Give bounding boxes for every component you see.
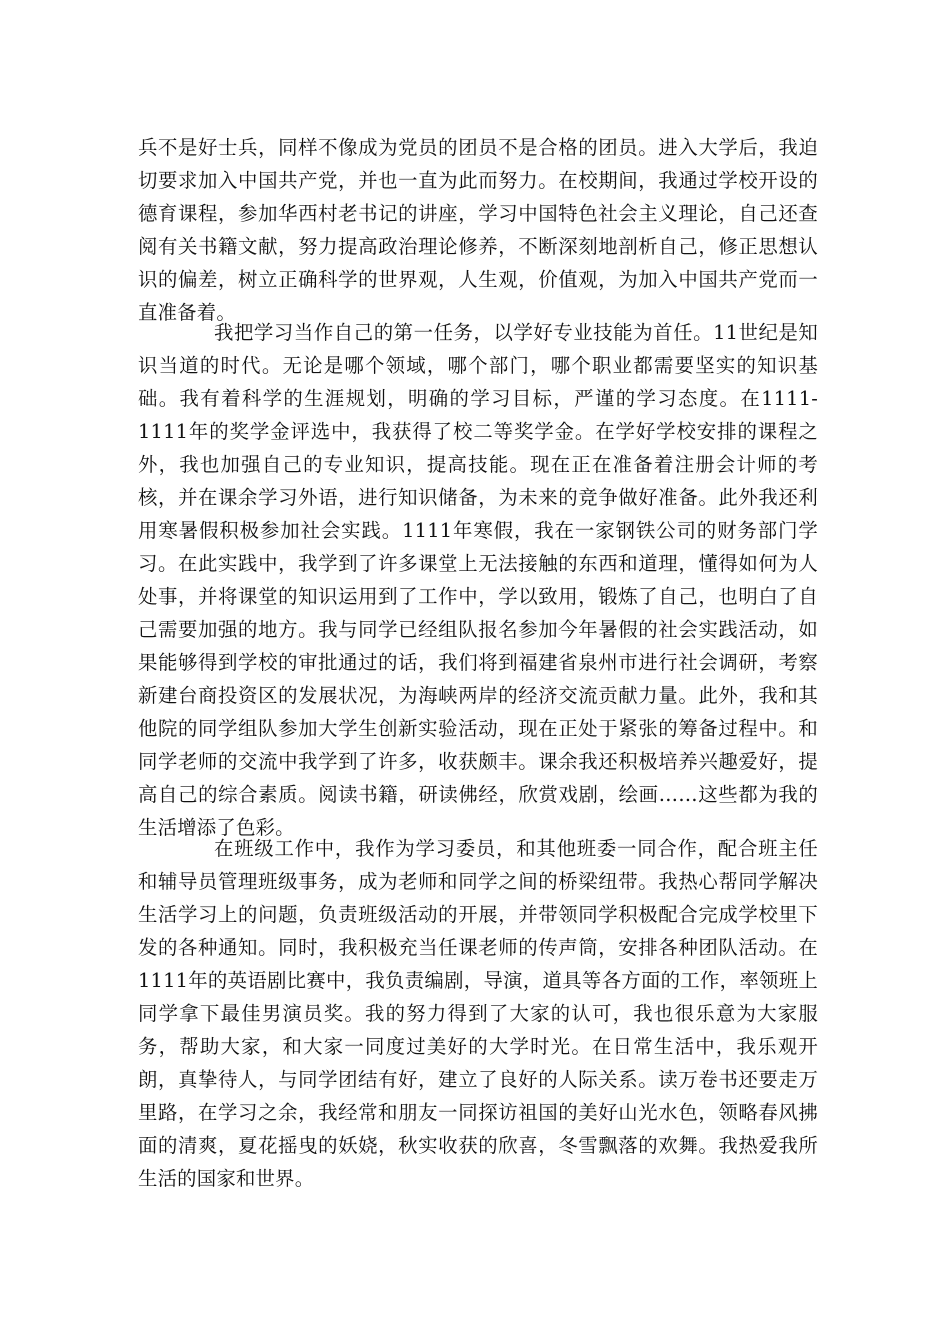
- paragraph-class-work: [138, 832, 818, 1195]
- paragraph-text: 兵不是好士兵，同样不像成为党员的团员不是合格的团员。进入大学后，我迫切要求加入中国共产党，并也一直为此而努力。在校期间，我通过学校开设的德育课程，参加华西村老书记的讲座，学习中国特色社会主义理论，自己还查阅有关书籍文献，努力提高政治理论修养，不断深刻地剖析自己，修正思想认识的偏差，树立正确科学的世界观，人生观，价值观，为加入中国共产党而一直准备着。: [138, 136, 818, 324]
- paragraph-party-membership: [138, 131, 818, 329]
- paragraph-text: 我把学习当作自己的第一任务，以学好专业技能为首任。11世纪是知识当道的时代。无论是哪个领域，哪个部门，哪个职业都需要坚实的知识基础。我有着科学的生涯规划，明确的学习目标，严谨的学习态度。在1111-1111年的奖学金评选中，我获得了校二等奖学金。在学好学校安排的课程之外，我也加强自己的专业知识，提高技能。现在正在准备着注册会计师的考核，并在课余学习外语，进行知识储备，为未来的竞争做好准备。此外我还利用寒暑假积极参加社会实践。1111年寒假，我在一家钢铁公司的财务部门学习。在此实践中，我学到了许多课堂上无法接触的东西和道理，懂得如何为人处事，并将课堂的知识运用到了工作中，学以致用，锻炼了自己，也明白了自己需要加强的地方。我与同学已经组队报名参加今年暑假的社会实践活动，如果能够得到学校的审批通过的话，我们将到福建省泉州市进行社会调研，考察新建台商投资区的发展状况，为海峡两岸的经济交流贡献力量。此外，我和其他院的同学组队参加大学生创新实验活动，现在正处于紧张的筹备过程中。和同学老师的交流中我学到了许多，收获颇丰。课余我还积极培养兴趣爱好，提高自己的综合素质。阅读书籍，研读佛经，欣赏戏剧，绘画……这些都为我的生活增添了色彩。: [138, 321, 818, 839]
- paragraph-study: [138, 316, 818, 844]
- paragraph-text: 在班级工作中，我作为学习委员，和其他班委一同合作，配合班主任和辅导员管理班级事务，成为老师和同学之间的桥梁纽带。我热心帮同学解决生活学习上的问题，负责班级活动的开展，并带领同学积极配合完成学校里下发的各种通知。同时，我积极充当任课老师的传声筒，安排各种团队活动。在1111年的英语剧比赛中，我负责编剧，导演，道具等各方面的工作，率领班上同学拿下最佳男演员奖。我的努力得到了大家的认可，我也很乐意为大家服务，帮助大家，和大家一同度过美好的大学时光。在日常生活中，我乐观开朗，真挚待人，与同学团结有好，建立了良好的人际关系。读万卷书还要走万里路，在学习之余，我经常和朋友一同探访祖国的美好山光水色，领略春风拂面的清爽，夏花摇曳的妖娆，秋实收获的欣喜，冬雪飘落的欢舞。我热爱我所生活的国家和世界。: [138, 837, 818, 1190]
